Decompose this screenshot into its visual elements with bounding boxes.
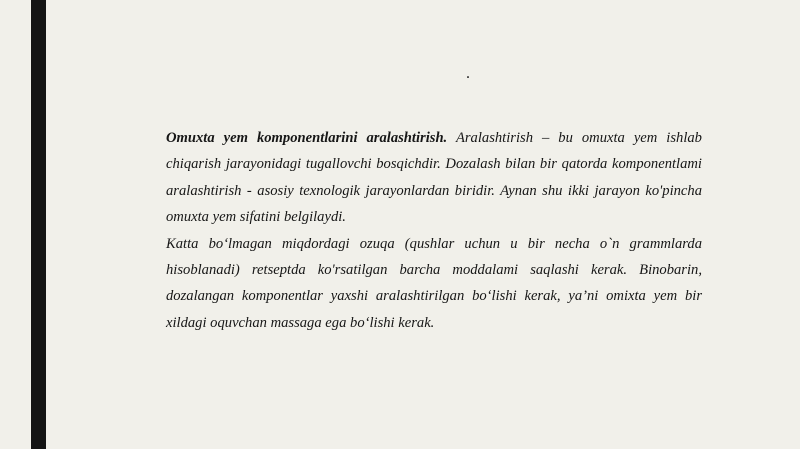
left-accent-bar [31, 0, 46, 449]
paragraph-2: Katta bo‘lmagan miqdordagi ozuqa (qushlar uchun u bir necha o`n grammlarda hisoblanadi) retseptda ko'rsatilgan barcha moddalami saqlashi kerak. Binobarin, dozalangan komponentlar yaxshi aralashtirilgan bo‘lishi kerak, ya’ni omixta yem bir xildagi oquvchan massaga ega bo‘lishi kerak. [166, 235, 702, 331]
paragraph-1 [166, 125, 702, 231]
paragraph-1-text: Aralashtirish – bu omuxta yem ishlab chiqarish jarayonidagi tugallovchi bosqichdir. Dozalash bilan bir qatorda komponentlami aralashtirish - asosiy texnologik jarayonlardan biridir. Aynan shu ikki jarayon ko'pincha omuxta yem sifatini belgilaydi. [166, 130, 702, 226]
body-text [166, 125, 702, 336]
title-mark: . [466, 65, 470, 82]
paragraph-1-lead: Omuxta yem komponentlarini aralashtirish. [166, 130, 448, 146]
